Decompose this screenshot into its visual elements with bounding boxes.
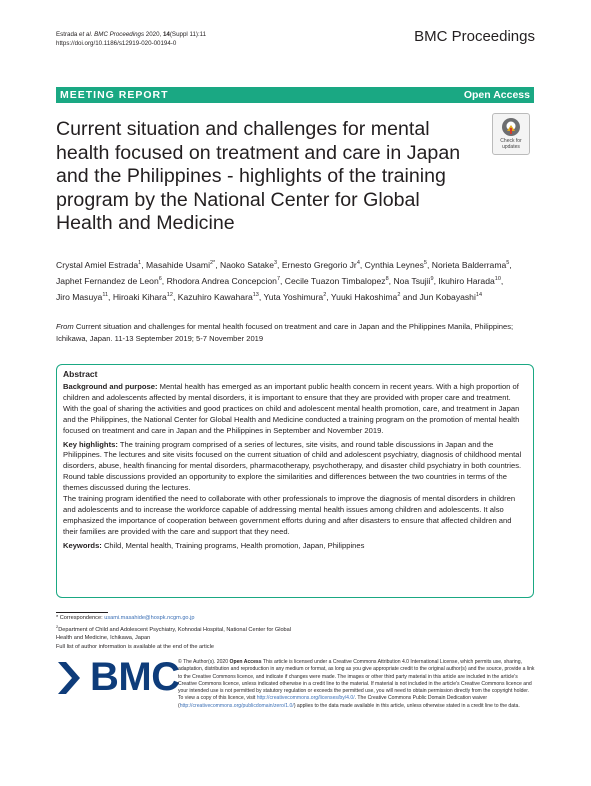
footnotes (56, 614, 306, 652)
abstract-heading: Abstract (63, 369, 98, 379)
author-name[interactable]: Crystal Amiel Estrada (56, 259, 139, 270)
author-name[interactable]: Noa Tsujii (393, 276, 431, 287)
bmc-logo (56, 655, 180, 700)
abstract-keywords: Keywords: Child, Mental health, Training programs, Health promotion, Japan, Philippines (63, 540, 365, 550)
author-affiliation-sup: 8 (385, 276, 389, 283)
author-affiliation-sup: 14 (475, 292, 483, 299)
author-name[interactable]: Hiroaki Kihara (112, 292, 167, 303)
author-affiliation-sup: 1 (138, 260, 142, 266)
author-name[interactable]: Kazuhiro Kawahara (177, 292, 253, 303)
author-affiliation-sup: 10 (494, 276, 501, 283)
author-affiliation-sup: 2* (210, 260, 216, 266)
cc-zero-link[interactable]: http://creativecommons.org/publicdomain/zero/1.0/ (179, 702, 294, 709)
bmc-chevron-icon (56, 660, 86, 696)
article-citation (56, 30, 206, 48)
crossmark-label: Check for updates (500, 138, 522, 150)
full-author-info-note: Full list of author information is available at the end of the article (56, 644, 214, 651)
abstract-box (56, 364, 534, 598)
author-name[interactable]: Jun Kobayashi (419, 292, 476, 303)
author-name[interactable]: Jiro Masuya (56, 292, 103, 303)
author-affiliation-sup: 12 (166, 292, 173, 299)
author-name[interactable]: Japhet Fernandez de Leon (56, 276, 159, 287)
open-access-label: Open Access (463, 89, 530, 101)
article-type-banner (56, 87, 534, 103)
doi-link[interactable]: https://doi.org/10.1186/s12919-020-00194-0 (56, 40, 177, 47)
footnote-divider (56, 612, 108, 613)
correspondence-email-link[interactable]: usami.masahide@hospk.ncgm.go.jp (104, 615, 195, 621)
author-affiliation-sup: 5 (506, 260, 510, 266)
author-name[interactable]: Cynthia Leynes (364, 259, 424, 270)
citation-line: Estrada et al. BMC Proceedings 2020, 14(Suppl 11):11 (56, 31, 207, 38)
author-affiliation-sup: 3 (273, 260, 278, 266)
crossmark-icon (501, 117, 521, 137)
author-list: Crystal Amiel Estrada$^1$, Masahide Usami$^{2*}$, Naoko Satake$^3$, Ernesto Gregorio Jr$^4$, Cynthia Leynes$^5$, Norieta Balderrama$^5$, Japhet Fernandez de Leon$^6$, Rhodora Andrea Concepcion$^7$, Cecile Tuazon Timbalopez$^8$, Noa Tsujii$^9$, Ikuhiro Harada$^{10}$, Jiro Masuya$^{11}$, Hiroaki Kihara$^{12}$, Kazuhiro Kawahara$^{13}$, Yuta Yoshimura$^2$, Yuuki Hakoshima$^2$ and Jun Kobayashi$^{14}$ (56, 259, 512, 303)
author-affiliation-sup: 4 (356, 260, 360, 266)
correspondence: * Correspondence: usami.masahide@hospk.ncgm.go.jp (56, 615, 195, 621)
author-affiliation-sup: 2 (323, 292, 327, 299)
abstract-background: Background and purpose: Mental health has emerged as an important public health concern in recent years. With a high proportion of children and adolescents affected by mental disorders, it is important to ensure that they are provided with proper care and treatment. With the goal of sharing the activities and good practices on child and adolescent mental health promotion, care, and treatment in Japan and the Philippines, the National Center for Global Health and Medicine conducted a training program on the promotion of mental health focused on treatment and care in Japan and the Philippines in September and November 2019. (63, 382, 520, 435)
author-affiliation-sup: 6 (158, 276, 162, 283)
author-affiliation-sup: 7 (276, 276, 281, 283)
author-affiliation-sup: 13 (252, 292, 259, 299)
author-name[interactable]: Masahide Usami (146, 259, 210, 270)
author-name[interactable]: Rhodora Andrea Concepcion (166, 276, 277, 287)
author-affiliation-sup: 5 (423, 260, 427, 266)
author-affiliation-sup: 9 (430, 276, 434, 283)
author-name[interactable]: Cecile Tuazon Timbalopez (284, 276, 386, 287)
abstract-key-highlights-cont: The training program identified the need to collaborate with other professionals to improve the diagnosis of mental disorders in children and adolescents and to increase the workforce capable of addressing mental health issues among children and adolescents. It also emphasized the importance of cooperation between government efforts during and after disasters to ensure that affected children and their families are provided with the care and support that they need. (63, 494, 516, 536)
author-name[interactable]: Ernesto Gregorio Jr (281, 259, 357, 270)
license-statement: © The Author(s). 2020 Open Access This article is licensed under a Creative Commons Attribution 4.0 International License, which permits use, sharing, adaptation, distribution and reproduction in any medium or format, as long as you give appropriate credit to the original author(s) and the source, provide a link to the Creative Commons licence, and indicate if changes were made. The images or other third party material in this article are included in the article's Creative Commons licence, unless indicated otherwise in a credit line to the material. If material is not included in the article's Creative Commons licence and your intended use is not permitted by statutory regulation or exceeds the permitted use, you will need to obtain permission directly from the copyright holder. To view a copy of this licence, visit http://creativecommons.org/licenses/by/4.0/. The Creative Commons Public Domain Dedication waiver (http://creativecommons.org/publicdomain/zero/1.0/) applies to the data made available in this article, unless otherwise stated in a credit line to the data. (178, 659, 535, 709)
from-conference: From Current situation and challenges for mental health focused on treatment and care in Japan and the Philippines Manila, Philippines; Ichikawa, Japan. 11-13 September 2019; 5-7 November 2019 (56, 322, 514, 343)
author-name[interactable]: Norieta Balderrama (431, 259, 507, 270)
author-name[interactable]: Yuuki Hakoshima (330, 292, 398, 303)
article-type: MEETING REPORT (60, 89, 169, 101)
author-name[interactable]: Ikuhiro Harada (438, 276, 495, 287)
article-title: Current situation and challenges for mental health focused on treatment and care in Japan and the Philippines - highlights of the training program by the National Center for Global Health and Medicine (56, 118, 461, 234)
author-affiliation-sup: 11 (102, 292, 109, 299)
bmc-logo-text: BMC (90, 655, 180, 699)
abstract-key-highlights: Key highlights: The training program comprised of a series of lectures, site visits, and round table discussions in Japan and the Philippines. The lectures and site visits focused on the current situation of child and adolescent psychiatry, diagnosis of childhood mental disorders, abuse, health financing for mental disorders, pharmacotherapy, psychotherapy, and disaster child psychiatry in both countries. Round table discussions provided an opportunity to explore the similarities and differences between the two countries in terms of the themes discussed during the lectures. (63, 439, 522, 493)
check-for-updates-badge[interactable] (492, 113, 530, 155)
cc-by-license-link[interactable]: http://creativecommons.org/licenses/by/4.0/ (256, 695, 355, 702)
affiliation: $^2$Department of Child and Adolescent Psychiatry, Kohnodai Hospital, National Center for Global Health and Medicine, Ichikawa, Japan (56, 623, 292, 642)
author-affiliation-sup: 2 (397, 292, 401, 299)
journal-name: BMC Proceedings (414, 28, 535, 45)
author-name[interactable]: Naoko Satake (219, 259, 274, 270)
author-name[interactable]: Yuta Yoshimura (263, 292, 324, 303)
